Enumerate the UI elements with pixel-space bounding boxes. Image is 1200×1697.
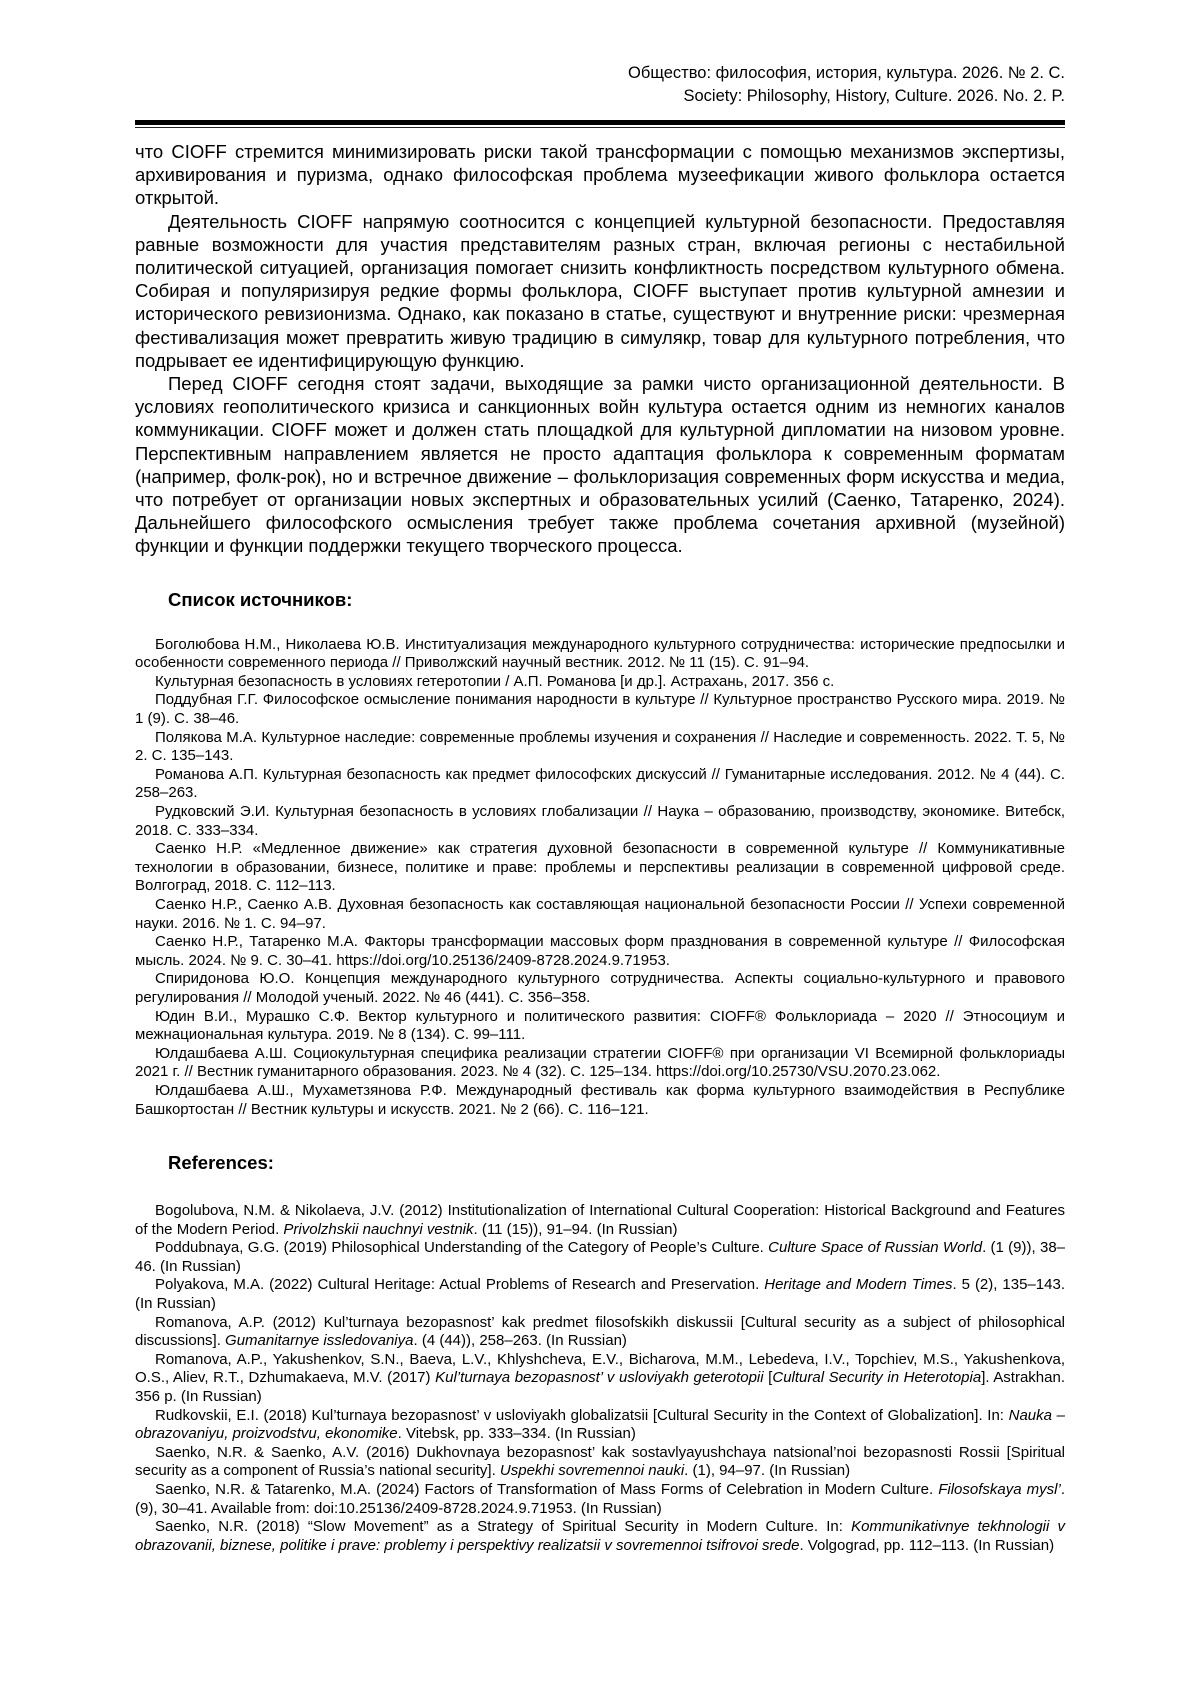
reference-title-italic: Kommunikativnye tekhnologii v obrazovanii, biznese, politike i prave: problemy i perspektivy realizatsii v sovremennoi tsifrovoi srede (135, 1518, 1066, 1554)
reference-text: . (1), 94–97. (In Russian) (684, 1462, 851, 1480)
reference-title-italic: Gumanitarnye issledovaniya (225, 1332, 414, 1350)
reference-text: Bogolubova, N.M. & Nikolaeva, J.V. (2012) Institutionalization of International Cultural Cooperation: Historical Background and Features of the Modern Period. (135, 1202, 1065, 1238)
source-item: Полякова М.А. Культурное наследие: современные проблемы изучения и сохранения // Наследие и современность. 2022. Т. 5, № 2. С. 135–143. (135, 728, 1065, 765)
journal-header (135, 0, 1065, 108)
reference-title-italic: Heritage and Modern Times (764, 1276, 953, 1294)
sources-heading: Список источников: (168, 588, 353, 610)
reference-title-italic: Cultural Security in Heterotopia (772, 1369, 982, 1387)
sources-section-header (135, 588, 1065, 611)
reference-text: . (1 (9)), 38–46. (In Russian) (135, 1239, 1066, 1275)
references-section-header (135, 1151, 1065, 1174)
reference-title-italic: Filosofskaya mysl’ (938, 1481, 1061, 1498)
reference-text: Saenko, N.R. (2018) “Slow Movement” as a Strategy of Spiritual Security in Modern Culture. In: (155, 1518, 852, 1536)
header-rule-thin (135, 127, 1065, 128)
source-item: Юлдашбаева А.Ш., Мухаметзянова Р.Ф. Международный фестиваль как форма культурного взаимодействия в Республике Башкортостан // Вестник культуры и искусств. 2021. № 2 (66). С. 116–121. (135, 1081, 1065, 1118)
source-item: Спиридонова Ю.О. Концепция международного культурного сотрудничества. Аспекты социально-культурного и правового регулирования // Молодой ученый. 2022. № 46 (441). С. 356–358. (135, 970, 1065, 1006)
source-item: Поддубная Г.Г. Философское осмысление понимания народности в культуре // Культурное пространство Русского мира. 2019. № 1 (9). С. 38–46. (135, 691, 1065, 728)
sources-list (135, 636, 1065, 1119)
journal-header-line-ru: Общество: философия, история, культура. 2026. № 2. С. (628, 64, 1065, 82)
reference-item (135, 1351, 1065, 1407)
body-paragraph: что CIOFF стремится минимизировать риски такой трансформации с помощью механизмов экспертизы, архивирования и пуризма, однако философская проблема музеефикации живого фольклора остается открытой. (135, 141, 1065, 209)
reference-item (135, 1444, 1065, 1481)
source-item: Юдин В.И., Мурашко С.Ф. Вектор культурного и политического развития: CIOFF® Фольклориада – 2020 // Этносоциум и межнациональная культура. 2019. № 8 (134). С. 99–111. (135, 1007, 1065, 1044)
body-paragraph: Деятельность CIOFF напрямую соотносится с концепцией культурной безопасности. Предоставляя равные возможности для участия представителям разных стран, включая регионы с нестабильной политической ситуацией, организация помогает снизить конфликтность посредством культурного обмена. Собирая и популяризируя редкие формы фольклора, CIOFF выступает против культурной амнезии и исторического ревизионизма. Однако, как показано в статье, существуют и внутренние риски: чрезмерная фестивализация может превратить живую традицию в симулякр, товар для культурного потребления, что подрывает ее идентифицирующую функцию. (135, 210, 1065, 371)
reference-text: Rudkovskii, E.I. (2018) Kul’turnaya bezopasnost’ v usloviyakh globalizatsii [Cultural Security in the Context of Globalization]. In: (155, 1406, 1009, 1424)
header-rule-thick (135, 120, 1065, 125)
reference-text: . 5 (2), 135–143. (In Russian) (135, 1276, 1065, 1313)
reference-text: . Vitebsk, pp. 333–334. (In Russian) (397, 1425, 636, 1443)
reference-title-italic: Kul’turnaya bezopasnost’ v usloviyakh geterotopii (435, 1369, 764, 1387)
reference-item (135, 1202, 1065, 1239)
reference-text: . Volgograd, pp. 112–113. (In Russian) (799, 1536, 1055, 1554)
source-item: Рудковский Э.И. Культурная безопасность в условиях глобализации // Наука – образованию, производству, экономике. Витебск, 2018. С. 333–334. (135, 803, 1065, 839)
reference-text: [ (763, 1369, 773, 1387)
body-paragraph: Перед CIOFF сегодня стоят задачи, выходящие за рамки чисто организационной деятельности. В условиях геополитического кризиса и санкционных войн культура остается одним из немногих каналов коммуникации. CIOFF может и должен стать площадкой для культурной дипломатии на низовом уровне. Перспективным направлением является не просто адаптация фольклора к современным форматам (например, фолк-рок), но и встречное движение – фольклоризация современных форм искусства и медиа, что потребует от организации новых экспертных и образовательных усилий (Саенко, Татаренко, 2024). Дальнейшего философского осмысления требует также проблема сочетания архивной (музейной) функции и функции поддержки текущего творческого процесса. (135, 373, 1065, 557)
reference-item (135, 1276, 1065, 1313)
article-body (135, 140, 1065, 558)
references-heading: References: (168, 1152, 274, 1174)
reference-title-italic: Culture Space of Russian World (768, 1239, 983, 1257)
references-list (135, 1202, 1065, 1555)
source-item: Саенко Н.Р., Татаренко М.А. Факторы трансформации массовых форм празднования в современной культуре // Философская мысль. 2024. № 9. С. 30–41. https://doi.org/10.25136/2409-8728.2024.9.71953. (135, 933, 1065, 969)
reference-item (135, 1518, 1065, 1555)
reference-title-italic: Privolzhskii nauchnyi vestnik (283, 1220, 474, 1238)
source-item: Саенко Н.Р. «Медленное движение» как стратегия духовной безопасности в современной культуре // Коммуникативные технологии в образовании, бизнесе, политике и праве: проблемы и перспективы реализации в современной цифровой среде. Волгоград, 2018. С. 112–113. (135, 840, 1065, 895)
reference-title-italic: Nauka – obrazovaniyu, proizvodstvu, ekonomike (135, 1406, 1065, 1443)
reference-title-italic: Uspekhi sovremennoi nauki (499, 1462, 685, 1480)
reference-text: Poddubnaya, G.G. (2019) Philosophical Understanding of the Category of People’s Culture. (155, 1239, 769, 1257)
article-page (135, 0, 1065, 1697)
source-item: Романова А.П. Культурная безопасность как предмет философских дискуссий // Гуманитарные исследования. 2012. № 4 (44). С. 258–263. (135, 765, 1065, 802)
source-item: Юлдашбаева А.Ш. Социокультурная специфика реализации стратегии CIOFF® при организации VI Всемирной фольклориады 2021 г. // Вестник гуманитарного образования. 2023. № 4 (32). С. 125–134. https://doi.org/10.25730/VSU.2070.23.062. (135, 1044, 1065, 1081)
reference-text: Saenko, N.R. & Tatarenko, M.A. (2024) Factors of Transformation of Mass Forms of Celebration in Modern Culture. (155, 1481, 939, 1498)
reference-text: . (4 (44)), 258–263. (In Russian) (413, 1332, 627, 1350)
reference-item (135, 1481, 1065, 1518)
journal-header-line-en: Society: Philosophy, History, Culture. 2026. No. 2. P. (683, 87, 1065, 105)
source-item: Саенко Н.Р., Саенко А.В. Духовная безопасность как составляющая национальной безопасности России // Успехи современной науки. 2016. № 1. С. 94–97. (135, 895, 1065, 932)
reference-item (135, 1407, 1065, 1444)
reference-text: Polyakova, M.A. (2022) Cultural Heritage: Actual Problems of Research and Preservation. (155, 1276, 765, 1294)
reference-text: Romanova, A.P. (2012) Kul’turnaya bezopasnost’ kak predmet filosofskikh diskussii [Cultural security as a subject of philosophical discussions]. (135, 1313, 1065, 1350)
source-item: Боголюбова Н.М., Николаева Ю.В. Институализация международного культурного сотрудничества: исторические предпосылки и особенности современного периода // Приволжский научный вестник. 2012. № 11 (15). С. 91–94. (135, 635, 1065, 672)
reference-item (135, 1239, 1065, 1276)
source-item: Культурная безопасность в условиях гетеротопии / А.П. Романова [и др.]. Астрахань, 2017. 356 с. (155, 672, 835, 690)
reference-text: Romanova, A.P., Yakushenkov, S.N., Baeva, L.V., Khlyshcheva, E.V., Bicharova, M.M., Lebedeva, I.V., Topchiev, M.S., Yakushenkova, O.S., Aliev, R.T., Dzhumakaeva, M.V. (2017) (135, 1350, 1065, 1387)
reference-text: . (9), 30–41. Available from: doi:10.25136/2409-8728.2024.9.71953. (In Russian) (135, 1481, 1065, 1517)
reference-item (135, 1314, 1065, 1351)
reference-text: Saenko, N.R. & Saenko, A.V. (2016) Dukhovnaya bezopasnost’ kak sostavlyayushchaya natsional’noi bezopasnosti Rossii [Spiritual security as a component of Russia’s national security]. (135, 1443, 1065, 1480)
reference-text: ]. Astrakhan. 356 p. (In Russian) (135, 1369, 1065, 1406)
reference-text: . (11 (15)), 91–94. (In Russian) (473, 1220, 678, 1238)
